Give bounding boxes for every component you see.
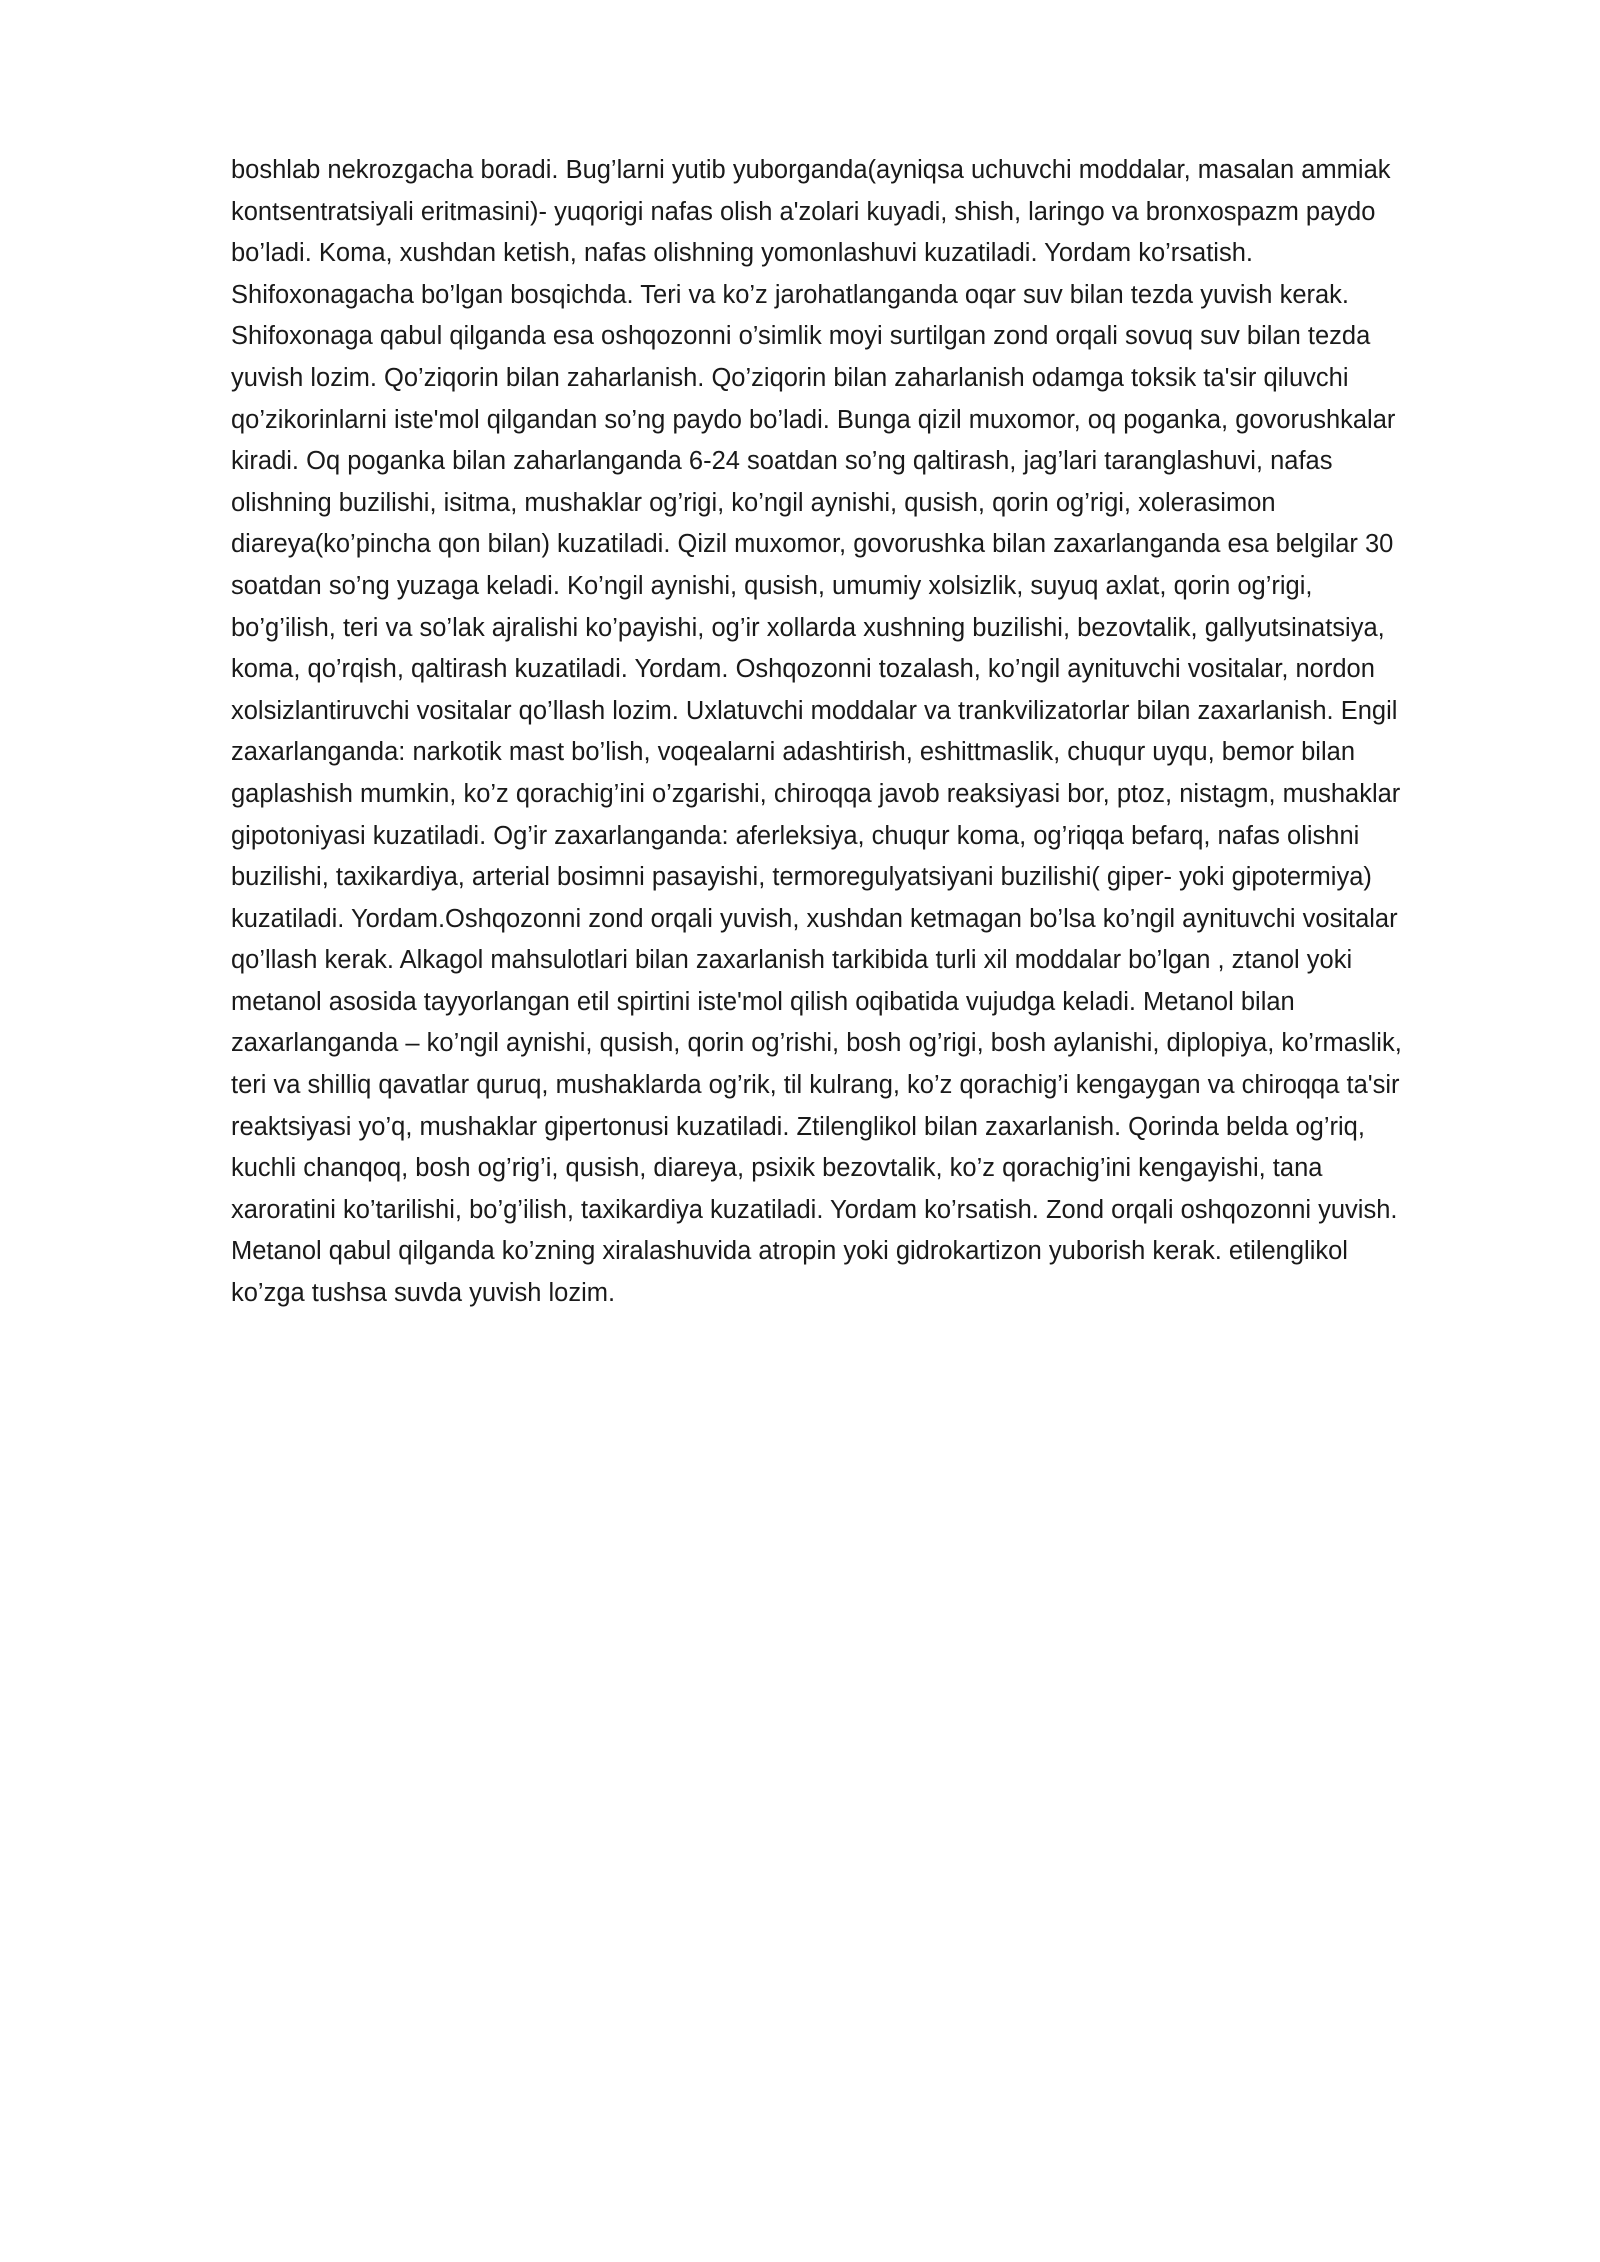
text-line: qo’zikorinlarni iste'mol qilgandan so’ng paydo bo’ladi. Bunga qizil muxomor, oq poganka, govorushkalar — [231, 405, 1396, 434]
text-line: kuchli chanqoq, bosh og’rig’i, qusish, diareya, psixik bezovtalik, ko’z qorachig’ini kengayishi, tana — [231, 1154, 1323, 1183]
text-line: koma, qo’rqish, qaltirash kuzatiladi. Yordam. Oshqozonni tozalash, ko’ngil aynituvchi vositalar, nordon — [231, 655, 1375, 684]
text-line: teri va shilliq qavatlar quruq, mushaklarda og’rik, til kulrang, ko’z qorachig’i kengaygan va chiroqqa ta'sir — [231, 1071, 1400, 1100]
text-line: Shifoxonagacha bo’lgan bosqichda. Teri va ko’z jarohatlanganda oqar suv bilan tezda yuvish kerak. — [231, 280, 1350, 309]
text-line: reaktsiyasi yo’q, mushaklar gipertonusi kuzatiladi. Ztilenglikol bilan zaxarlanish. Qorinda belda og’riq, — [231, 1112, 1365, 1141]
text-line: qo’llash kerak. Alkagol mahsulotlari bilan zaxarlanish tarkibida turli xil moddalar bo’lgan , ztanol yoki — [231, 946, 1353, 975]
text-line: kiradi. Oq poganka bilan zaharlanganda 6-24 soatdan so’ng qaltirash, jag’lari taranglashuvi, nafas — [231, 447, 1333, 476]
text-line: Metanol qabul qilganda ko’zning xiralashuvida atropin yoki gidrokartizon yuborish kerak. etilenglikol — [231, 1237, 1348, 1266]
text-line: boshlab nekrozgacha boradi. Bug’larni yutib yuborganda(ayniqsa uchuvchi moddalar, masalan ammiak — [231, 156, 1391, 184]
text-line: bo’ladi. Koma, xushdan ketish, nafas olishning yomonlashuvi kuzatiladi. Yordam ko’rsatish. — [231, 239, 1253, 268]
text-line: xolsizlantiruvchi vositalar qo’llash lozim. Uxlatuvchi moddalar va trankvilizatorlar bilan zaxarlanish. Engil — [231, 696, 1398, 725]
text-line: ko’zga tushsa suvda yuvish lozim. — [231, 1279, 616, 1308]
text-line: gipotoniyasi kuzatiladi. Og’ir zaxarlanganda: aferleksiya, chuqur koma, og’riqqa befarq, nafas olishni — [231, 821, 1360, 850]
text-line: zaxarlanganda: narkotik mast bo’lish, voqealarni adashtirish, eshittmaslik, chuqur uyqu, bemor bilan — [231, 738, 1356, 767]
text-line: kuzatiladi. Yordam.Oshqozonni zond orqali yuvish, xushdan ketmagan bo’lsa ko’ngil aynituvchi vositalar — [231, 904, 1398, 933]
text-line: metanol asosida tayyorlangan etil spirtini iste'mol qilish oqibatida vujudga keladi. Metanol bilan — [231, 987, 1295, 1016]
text-line: Shifoxonaga qabul qilganda esa oshqozonni o’simlik moyi surtilgan zond orqali sovuq suv bilan tezda — [231, 322, 1371, 351]
text-line: xaroratini ko’tarilishi, bo’g’ilish, taxikardiya kuzatiladi. Yordam ko’rsatish. Zond orqali oshqozonni yuvish. — [231, 1195, 1398, 1224]
text-line: bo’g’ilish, teri va so’lak ajralishi ko’payishi, og’ir xollarda xushning buzilishi, bezovtalik, gallyutsinatsiya, — [231, 613, 1385, 642]
text-line: gaplashish mumkin, ko’z qorachig’ini o’zgarishi, chiroqqa javob reaksiyasi bor, ptoz, nistagm, mushaklar — [231, 779, 1401, 808]
text-line: diareya(ko’pincha qon bilan) kuzatiladi. Qizil muxomor, govorushka bilan zaxarlanganda esa belgilar 30 — [231, 530, 1394, 559]
body-paragraph — [231, 150, 1491, 1315]
text-line: yuvish lozim. Qo’ziqorin bilan zaharlanish. Qo’ziqorin bilan zaharlanish odamga toksik ta'sir qiluvchi — [231, 363, 1349, 392]
text-line: zaxarlanganda – ko’ngil aynishi, qusish, qorin og’rishi, bosh og’rigi, bosh aylanishi, diplopiya, ko’rmaslik, — [231, 1029, 1402, 1058]
text-line: kontsentratsiyali eritmasini)- yuqorigi nafas olish a'zolari kuyadi, shish, laringo va bronxospazm paydo — [231, 197, 1376, 226]
text-line: soatdan so’ng yuzaga keladi. Ko’ngil aynishi, qusish, umumiy xolsizlik, suyuq axlat, qorin og’rigi, — [231, 571, 1313, 600]
text-line: olishning buzilishi, isitma, mushaklar og’rigi, ko’ngil aynishi, qusish, qorin og’rigi, xolerasimon — [231, 488, 1276, 517]
text-line: buzilishi, taxikardiya, arterial bosimni pasayishi, termoregulyatsiyani buzilishi( giper- yoki gipotermiya) — [231, 863, 1372, 892]
